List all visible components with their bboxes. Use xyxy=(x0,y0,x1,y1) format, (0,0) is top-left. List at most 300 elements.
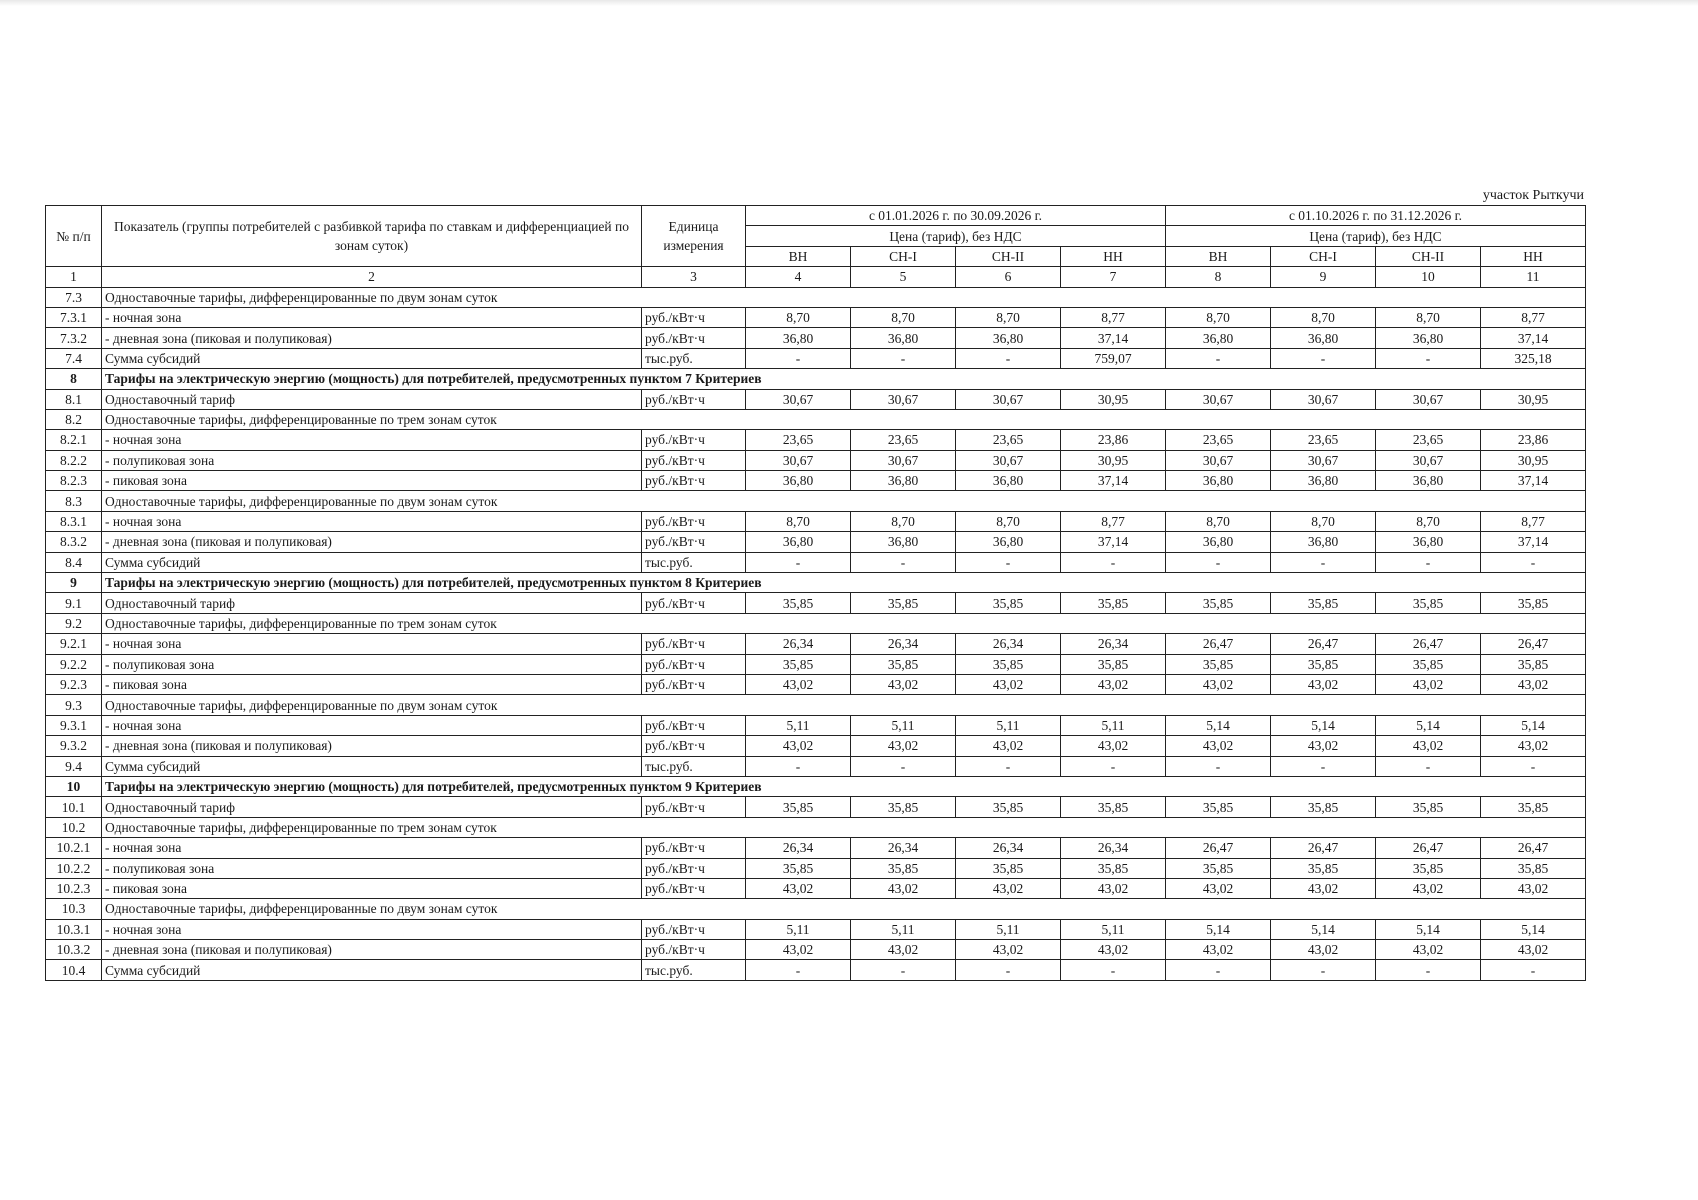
tariff-value: 36,80 xyxy=(1271,532,1376,552)
tariff-value: 43,02 xyxy=(956,736,1061,756)
section-title: Тарифы на электрическую энергию (мощность) для потребителей, предусмотренных пунктом 8 Критериев xyxy=(102,573,1586,593)
header-price-label-2: Цена (тариф), без НДС xyxy=(1166,226,1586,246)
row-number: 7.3.2 xyxy=(46,328,102,348)
tariff-value: 26,47 xyxy=(1376,838,1481,858)
tariff-value: - xyxy=(1061,552,1166,572)
row-label: - ночная зона xyxy=(102,430,642,450)
row-unit: руб./кВт·ч xyxy=(642,674,746,694)
tariff-value: 5,14 xyxy=(1271,919,1376,939)
tariff-value: 5,11 xyxy=(851,715,956,735)
tariff-value: 30,67 xyxy=(746,389,851,409)
row-label: - пиковая зона xyxy=(102,471,642,491)
tariff-value: 43,02 xyxy=(1481,674,1586,694)
row-number: 9.2.1 xyxy=(46,634,102,654)
tariff-value: 5,11 xyxy=(1061,919,1166,939)
tariff-value: 43,02 xyxy=(1061,940,1166,960)
tariff-value: - xyxy=(1481,756,1586,776)
tariff-value: 35,85 xyxy=(746,654,851,674)
column-number: 4 xyxy=(746,267,851,287)
row-number: 7.3.1 xyxy=(46,307,102,327)
table-row xyxy=(46,736,1586,756)
header-price-label-1: Цена (тариф), без НДС xyxy=(746,226,1166,246)
tariff-value: 26,34 xyxy=(1061,634,1166,654)
group-row xyxy=(46,491,1586,511)
tariff-value: - xyxy=(1271,552,1376,572)
table-row xyxy=(46,838,1586,858)
table-row xyxy=(46,471,1586,491)
row-number: 9.3 xyxy=(46,695,102,715)
tariff-value: 26,47 xyxy=(1481,634,1586,654)
table-row xyxy=(46,654,1586,674)
tariff-value: 43,02 xyxy=(1481,940,1586,960)
row-number: 8.2.3 xyxy=(46,471,102,491)
tariff-value: - xyxy=(1376,552,1481,572)
tariff-value: - xyxy=(1166,348,1271,368)
row-number: 8.2.2 xyxy=(46,450,102,470)
tariff-value: 23,65 xyxy=(1376,430,1481,450)
column-number: 2 xyxy=(102,267,642,287)
tariff-value: 35,85 xyxy=(1166,593,1271,613)
row-label: Сумма субсидий xyxy=(102,960,642,980)
tariff-value: 26,34 xyxy=(851,634,956,654)
group-row xyxy=(46,613,1586,633)
tariff-value: 37,14 xyxy=(1481,532,1586,552)
tariff-value: 759,07 xyxy=(1061,348,1166,368)
tariff-value: 8,70 xyxy=(1376,511,1481,531)
tariff-value: 5,14 xyxy=(1271,715,1376,735)
tariff-value: 26,34 xyxy=(746,838,851,858)
row-label: Сумма субсидий xyxy=(102,756,642,776)
tariff-value: 43,02 xyxy=(1376,940,1481,960)
tariff-value: 36,80 xyxy=(851,328,956,348)
header-voltage: СН-I xyxy=(1271,246,1376,266)
header-indicator: Показатель (группы потребителей с разбивкой тарифа по ставкам и дифференциацией по зонам суток) xyxy=(102,206,642,267)
row-number: 10.3.2 xyxy=(46,940,102,960)
row-label: Одноставочный тариф xyxy=(102,389,642,409)
row-unit: руб./кВт·ч xyxy=(642,797,746,817)
tariff-value: 8,77 xyxy=(1481,511,1586,531)
column-number: 8 xyxy=(1166,267,1271,287)
tariff-value: 36,80 xyxy=(1376,532,1481,552)
row-label: - ночная зона xyxy=(102,634,642,654)
tariff-value: 36,80 xyxy=(1271,328,1376,348)
tariff-value: 35,85 xyxy=(851,593,956,613)
tariff-value: 8,70 xyxy=(1166,511,1271,531)
row-label: - ночная зона xyxy=(102,511,642,531)
tariff-value: 43,02 xyxy=(1271,878,1376,898)
table-row xyxy=(46,450,1586,470)
group-row xyxy=(46,695,1586,715)
tariff-value: 37,14 xyxy=(1481,471,1586,491)
row-unit: руб./кВт·ч xyxy=(642,838,746,858)
table-row xyxy=(46,430,1586,450)
tariff-value: 325,18 xyxy=(1481,348,1586,368)
column-number: 3 xyxy=(642,267,746,287)
row-number: 10 xyxy=(46,776,102,796)
table-row xyxy=(46,511,1586,531)
tariff-value: 8,70 xyxy=(746,307,851,327)
row-unit: тыс.руб. xyxy=(642,348,746,368)
group-title: Одноставочные тарифы, дифференцированные по трем зонам суток xyxy=(102,409,1586,429)
column-number: 5 xyxy=(851,267,956,287)
row-unit: тыс.руб. xyxy=(642,960,746,980)
tariff-value: - xyxy=(1061,960,1166,980)
group-row xyxy=(46,899,1586,919)
header-voltage: ВН xyxy=(1166,246,1271,266)
tariff-value: 35,85 xyxy=(1271,593,1376,613)
tariff-value: 37,14 xyxy=(1061,471,1166,491)
tariff-value: 26,34 xyxy=(956,634,1061,654)
tariff-value: 5,14 xyxy=(1376,919,1481,939)
row-unit: руб./кВт·ч xyxy=(642,878,746,898)
row-label: - ночная зона xyxy=(102,307,642,327)
tariff-value: 35,85 xyxy=(956,654,1061,674)
table-row xyxy=(46,389,1586,409)
tariff-value: 23,65 xyxy=(1166,430,1271,450)
tariff-value: 35,85 xyxy=(1271,858,1376,878)
tariff-value: 5,11 xyxy=(851,919,956,939)
row-number: 8.4 xyxy=(46,552,102,572)
section-row xyxy=(46,573,1586,593)
row-number: 8 xyxy=(46,369,102,389)
tariff-value: - xyxy=(1061,756,1166,776)
row-unit: руб./кВт·ч xyxy=(642,858,746,878)
table-row xyxy=(46,878,1586,898)
tariff-value: 36,80 xyxy=(851,532,956,552)
row-unit: руб./кВт·ч xyxy=(642,919,746,939)
row-label: - полупиковая зона xyxy=(102,858,642,878)
tariff-value: - xyxy=(851,756,956,776)
tariff-value: 26,47 xyxy=(1166,634,1271,654)
tariff-value: 43,02 xyxy=(1376,878,1481,898)
tariff-table xyxy=(45,205,1586,981)
tariff-value: 35,85 xyxy=(746,858,851,878)
row-number: 9.2.2 xyxy=(46,654,102,674)
tariff-value: - xyxy=(1481,960,1586,980)
tariff-value: 30,95 xyxy=(1061,389,1166,409)
section-title: Тарифы на электрическую энергию (мощность) для потребителей, предусмотренных пунктом 9 Критериев xyxy=(102,776,1586,796)
tariff-value: 35,85 xyxy=(1481,593,1586,613)
tariff-value: 5,14 xyxy=(1166,919,1271,939)
section-row xyxy=(46,369,1586,389)
tariff-value: - xyxy=(956,348,1061,368)
row-label: - ночная зона xyxy=(102,838,642,858)
tariff-value: 23,86 xyxy=(1481,430,1586,450)
tariff-value: 30,67 xyxy=(851,389,956,409)
table-row xyxy=(46,307,1586,327)
tariff-value: 8,70 xyxy=(746,511,851,531)
row-unit: руб./кВт·ч xyxy=(642,715,746,735)
column-number: 11 xyxy=(1481,267,1586,287)
tariff-value: 8,70 xyxy=(1271,307,1376,327)
row-number: 8.3 xyxy=(46,491,102,511)
table-row xyxy=(46,756,1586,776)
row-number: 9.3.2 xyxy=(46,736,102,756)
tariff-value: 30,67 xyxy=(956,389,1061,409)
row-label: - ночная зона xyxy=(102,715,642,735)
tariff-value: 35,85 xyxy=(1271,654,1376,674)
table-row xyxy=(46,715,1586,735)
tariff-value: 30,67 xyxy=(1271,389,1376,409)
tariff-value: 36,80 xyxy=(1166,471,1271,491)
tariff-value: 43,02 xyxy=(1061,736,1166,756)
row-number: 9.1 xyxy=(46,593,102,613)
tariff-value: 36,80 xyxy=(1271,471,1376,491)
row-number: 10.1 xyxy=(46,797,102,817)
tariff-value: 23,65 xyxy=(956,430,1061,450)
row-unit: руб./кВт·ч xyxy=(642,532,746,552)
tariff-value: 35,85 xyxy=(1481,797,1586,817)
tariff-value: 5,14 xyxy=(1166,715,1271,735)
tariff-value: - xyxy=(1271,756,1376,776)
row-number: 10.2 xyxy=(46,817,102,837)
tariff-value: 23,65 xyxy=(746,430,851,450)
column-number-row xyxy=(46,267,1586,287)
tariff-value: 35,85 xyxy=(1166,797,1271,817)
tariff-value: 43,02 xyxy=(1166,878,1271,898)
row-unit: руб./кВт·ч xyxy=(642,654,746,674)
table-row xyxy=(46,348,1586,368)
tariff-value: 43,02 xyxy=(851,736,956,756)
table-row xyxy=(46,674,1586,694)
row-label: - дневная зона (пиковая и полупиковая) xyxy=(102,532,642,552)
tariff-value: - xyxy=(956,552,1061,572)
tariff-value: 5,14 xyxy=(1481,715,1586,735)
row-number: 9.3.1 xyxy=(46,715,102,735)
table-body xyxy=(46,287,1586,980)
tariff-value: 43,02 xyxy=(956,940,1061,960)
row-label: Одноставочный тариф xyxy=(102,593,642,613)
tariff-value: 36,80 xyxy=(1166,532,1271,552)
tariff-value: 36,80 xyxy=(956,328,1061,348)
tariff-value: 43,02 xyxy=(851,940,956,960)
row-number: 8.1 xyxy=(46,389,102,409)
row-number: 9.2 xyxy=(46,613,102,633)
tariff-value: 35,85 xyxy=(1271,797,1376,817)
tariff-value: 35,85 xyxy=(956,797,1061,817)
tariff-value: 5,11 xyxy=(956,919,1061,939)
row-unit: тыс.руб. xyxy=(642,552,746,572)
tariff-value: 30,67 xyxy=(1166,389,1271,409)
table-row xyxy=(46,919,1586,939)
tariff-value: 30,67 xyxy=(1166,450,1271,470)
tariff-value: 8,77 xyxy=(1061,511,1166,531)
row-unit: руб./кВт·ч xyxy=(642,430,746,450)
tariff-value: 26,34 xyxy=(956,838,1061,858)
row-unit: руб./кВт·ч xyxy=(642,307,746,327)
group-row xyxy=(46,409,1586,429)
tariff-value: 43,02 xyxy=(1166,674,1271,694)
tariff-value: - xyxy=(1376,960,1481,980)
row-unit: руб./кВт·ч xyxy=(642,511,746,531)
row-label: Сумма субсидий xyxy=(102,552,642,572)
tariff-value: 8,77 xyxy=(1481,307,1586,327)
region-label: участок Рыткучи xyxy=(1482,188,1584,203)
tariff-value: 36,80 xyxy=(1166,328,1271,348)
tariff-value: 26,47 xyxy=(1376,634,1481,654)
table-row xyxy=(46,858,1586,878)
tariff-value: 30,67 xyxy=(1271,450,1376,470)
row-label: - дневная зона (пиковая и полупиковая) xyxy=(102,328,642,348)
row-label: - дневная зона (пиковая и полупиковая) xyxy=(102,736,642,756)
row-unit: тыс.руб. xyxy=(642,756,746,776)
group-row xyxy=(46,287,1586,307)
tariff-value: 37,14 xyxy=(1481,328,1586,348)
header-voltage: НН xyxy=(1061,246,1166,266)
group-title: Одноставочные тарифы, дифференцированные по трем зонам суток xyxy=(102,613,1586,633)
column-number: 9 xyxy=(1271,267,1376,287)
row-number: 8.3.1 xyxy=(46,511,102,531)
tariff-value: 8,70 xyxy=(851,511,956,531)
tariff-value: 43,02 xyxy=(956,674,1061,694)
tariff-value: 37,14 xyxy=(1061,532,1166,552)
header-voltage: СН-II xyxy=(1376,246,1481,266)
row-number: 10.4 xyxy=(46,960,102,980)
tariff-value: 36,80 xyxy=(746,328,851,348)
header-voltage: СН-I xyxy=(851,246,956,266)
tariff-value: 5,11 xyxy=(956,715,1061,735)
tariff-value: 36,80 xyxy=(851,471,956,491)
tariff-value: 43,02 xyxy=(956,878,1061,898)
table-row xyxy=(46,593,1586,613)
row-number: 10.2.3 xyxy=(46,878,102,898)
row-number: 10.3.1 xyxy=(46,919,102,939)
tariff-value: 35,85 xyxy=(746,593,851,613)
table-header xyxy=(46,206,1586,288)
tariff-value: - xyxy=(1376,756,1481,776)
column-number: 6 xyxy=(956,267,1061,287)
tariff-value: 36,80 xyxy=(1376,328,1481,348)
tariff-value: - xyxy=(1271,960,1376,980)
tariff-value: 26,47 xyxy=(1481,838,1586,858)
tariff-value: 5,11 xyxy=(746,919,851,939)
tariff-value: - xyxy=(746,960,851,980)
tariff-value: 30,67 xyxy=(1376,450,1481,470)
tariff-value: - xyxy=(1271,348,1376,368)
row-number: 9.4 xyxy=(46,756,102,776)
tariff-value: 8,77 xyxy=(1061,307,1166,327)
tariff-value: - xyxy=(956,960,1061,980)
tariff-value: 30,95 xyxy=(1061,450,1166,470)
tariff-value: 43,02 xyxy=(1481,878,1586,898)
tariff-value: 5,11 xyxy=(1061,715,1166,735)
tariff-value: 30,95 xyxy=(1481,389,1586,409)
group-title: Одноставочные тарифы, дифференцированные по двум зонам суток xyxy=(102,695,1586,715)
group-title: Одноставочные тарифы, дифференцированные по трем зонам суток xyxy=(102,817,1586,837)
tariff-value: 35,85 xyxy=(1481,858,1586,878)
tariff-value: 43,02 xyxy=(1061,878,1166,898)
tariff-value: 43,02 xyxy=(1166,736,1271,756)
tariff-value: 8,70 xyxy=(956,511,1061,531)
row-unit: руб./кВт·ч xyxy=(642,940,746,960)
row-label: - полупиковая зона xyxy=(102,450,642,470)
tariff-value: 35,85 xyxy=(1061,593,1166,613)
header-period-2: с 01.10.2026 г. по 31.12.2026 г. xyxy=(1166,206,1586,226)
tariff-value: 36,80 xyxy=(746,471,851,491)
header-voltage: НН xyxy=(1481,246,1586,266)
row-number: 10.3 xyxy=(46,899,102,919)
tariff-value: - xyxy=(746,552,851,572)
tariff-value: 35,85 xyxy=(851,654,956,674)
tariff-value: 36,80 xyxy=(956,471,1061,491)
tariff-value: 43,02 xyxy=(1061,674,1166,694)
tariff-value: 35,85 xyxy=(1376,593,1481,613)
tariff-value: 43,02 xyxy=(851,878,956,898)
row-number: 8.3.2 xyxy=(46,532,102,552)
row-unit: руб./кВт·ч xyxy=(642,471,746,491)
tariff-value: 23,86 xyxy=(1061,430,1166,450)
tariff-value: 23,65 xyxy=(851,430,956,450)
tariff-value: 43,02 xyxy=(1271,736,1376,756)
column-number: 10 xyxy=(1376,267,1481,287)
column-number: 1 xyxy=(46,267,102,287)
scan-edge-artifact xyxy=(0,0,1698,6)
tariff-value: 23,65 xyxy=(1271,430,1376,450)
tariff-value: - xyxy=(956,756,1061,776)
header-voltage: ВН xyxy=(746,246,851,266)
row-number: 7.4 xyxy=(46,348,102,368)
tariff-value: 43,02 xyxy=(746,736,851,756)
tariff-value: 43,02 xyxy=(746,940,851,960)
header-unit: Единица измерения xyxy=(642,206,746,267)
table-row xyxy=(46,552,1586,572)
tariff-value: 43,02 xyxy=(746,674,851,694)
tariff-value: - xyxy=(851,348,956,368)
tariff-value: 8,70 xyxy=(1271,511,1376,531)
tariff-value: 30,67 xyxy=(1376,389,1481,409)
row-label: - пиковая зона xyxy=(102,878,642,898)
tariff-value: 8,70 xyxy=(956,307,1061,327)
tariff-value: 30,67 xyxy=(851,450,956,470)
row-label: - ночная зона xyxy=(102,919,642,939)
row-label: - дневная зона (пиковая и полупиковая) xyxy=(102,940,642,960)
tariff-value: - xyxy=(1481,552,1586,572)
group-row xyxy=(46,817,1586,837)
tariff-value: - xyxy=(1166,756,1271,776)
row-unit: руб./кВт·ч xyxy=(642,593,746,613)
header-number: № п/п xyxy=(46,206,102,267)
tariff-value: 35,85 xyxy=(1376,797,1481,817)
tariff-value: - xyxy=(1166,960,1271,980)
table-row xyxy=(46,960,1586,980)
tariff-value: 26,34 xyxy=(1061,838,1166,858)
section-title: Тарифы на электрическую энергию (мощность) для потребителей, предусмотренных пунктом 7 Критериев xyxy=(102,369,1586,389)
tariff-value: 35,85 xyxy=(1481,654,1586,674)
tariff-value: 35,85 xyxy=(1376,654,1481,674)
tariff-value: 43,02 xyxy=(1376,736,1481,756)
tariff-value: 30,67 xyxy=(956,450,1061,470)
tariff-value: 36,80 xyxy=(956,532,1061,552)
row-unit: руб./кВт·ч xyxy=(642,450,746,470)
tariff-value: - xyxy=(746,756,851,776)
tariff-value: 43,02 xyxy=(1271,940,1376,960)
tariff-value: 8,70 xyxy=(1376,307,1481,327)
tariff-value: 35,85 xyxy=(1061,654,1166,674)
tariff-value: - xyxy=(851,960,956,980)
tariff-value: 37,14 xyxy=(1061,328,1166,348)
row-number: 9 xyxy=(46,573,102,593)
tariff-value: 26,34 xyxy=(851,838,956,858)
group-title: Одноставочные тарифы, дифференцированные по двум зонам суток xyxy=(102,287,1586,307)
row-label: Одноставочный тариф xyxy=(102,797,642,817)
tariff-value: 26,34 xyxy=(746,634,851,654)
row-number: 8.2.1 xyxy=(46,430,102,450)
row-unit: руб./кВт·ч xyxy=(642,634,746,654)
tariff-value: 43,02 xyxy=(1481,736,1586,756)
tariff-value: - xyxy=(746,348,851,368)
tariff-value: 43,02 xyxy=(851,674,956,694)
table-row xyxy=(46,634,1586,654)
